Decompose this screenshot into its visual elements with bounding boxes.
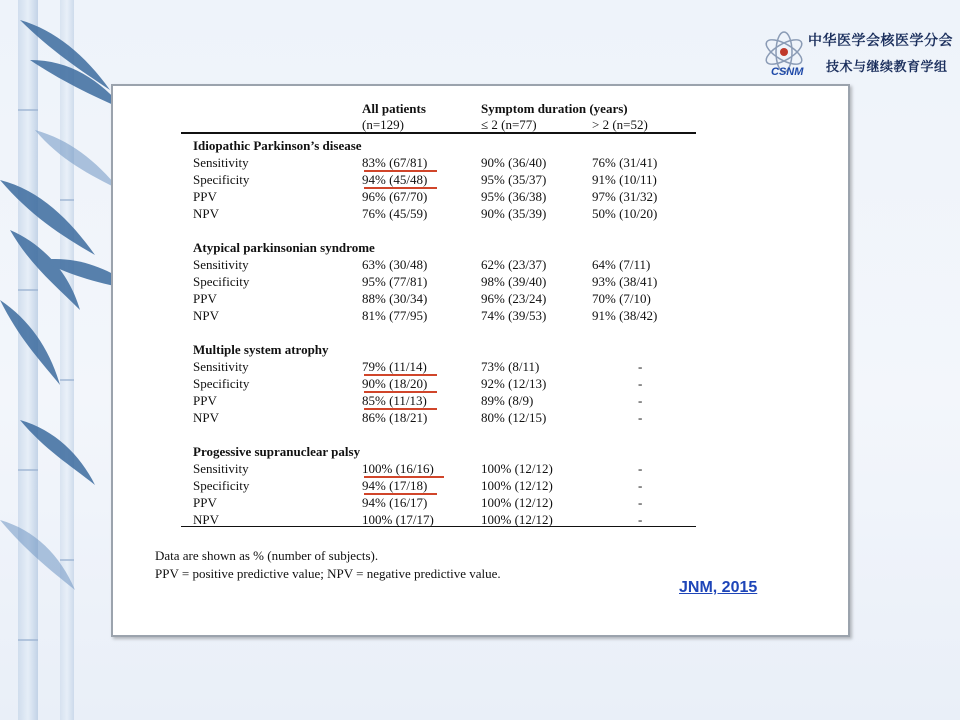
cell-le2: 80% (12/15)	[481, 410, 547, 425]
row-label: Sensitivity	[193, 359, 249, 374]
citation-link[interactable]: JNM, 2015	[679, 579, 758, 596]
col-all-header: All patients	[362, 101, 426, 116]
cell-all: 95% (77/81)	[362, 274, 428, 289]
cell-all: 79% (11/14)	[362, 359, 427, 374]
cell-gt2: -	[638, 478, 643, 493]
header-rule	[181, 132, 696, 134]
footnote: PPV = positive predictive value; NPV = negative predictive value.	[155, 566, 501, 581]
cell-le2: 89% (8/9)	[481, 393, 534, 408]
bottom-rule	[181, 526, 696, 527]
cell-gt2: 70% (7/10)	[592, 291, 651, 306]
cell-all: 86% (18/21)	[362, 410, 428, 425]
row-label: Sensitivity	[193, 155, 249, 170]
cell-all: 81% (77/95)	[362, 308, 428, 323]
csnm-mark: CSNM	[771, 66, 804, 78]
cell-all: 94% (16/17)	[362, 495, 428, 510]
row-label: PPV	[193, 291, 217, 306]
cell-all: 76% (45/59)	[362, 206, 428, 221]
cell-gt2: -	[638, 393, 643, 408]
cell-all: 90% (18/20)	[362, 376, 428, 391]
row-label: Specificity	[193, 478, 250, 493]
cell-le2: 100% (12/12)	[481, 495, 553, 510]
row-label: NPV	[193, 308, 220, 323]
row-label: Specificity	[193, 376, 250, 391]
row-label: Sensitivity	[193, 461, 249, 476]
cell-all: 94% (17/18)	[362, 478, 428, 493]
col-duration-header: Symptom duration (years)	[481, 101, 628, 116]
cell-le2: 100% (12/12)	[481, 512, 553, 527]
row-label: NPV	[193, 206, 220, 221]
cell-gt2: -	[638, 461, 643, 476]
cell-le2: 92% (12/13)	[481, 376, 547, 391]
cell-gt2: -	[638, 495, 643, 510]
cell-le2: 62% (23/37)	[481, 257, 547, 272]
cell-gt2: -	[638, 410, 643, 425]
col-all-sub: (n=129)	[362, 117, 404, 132]
cell-le2: 90% (35/39)	[481, 206, 547, 221]
cell-le2: 100% (12/12)	[481, 478, 553, 493]
cell-le2: 100% (12/12)	[481, 461, 553, 476]
col-le2-sub: ≤ 2 (n=77)	[481, 117, 537, 132]
society-name: 中华医学会核医学分会	[808, 33, 953, 49]
row-label: PPV	[193, 189, 217, 204]
cell-le2: 95% (36/38)	[481, 189, 547, 204]
row-label: NPV	[193, 410, 220, 425]
cell-all: 100% (17/17)	[362, 512, 434, 527]
row-label: NPV	[193, 512, 220, 527]
cell-all: 96% (67/70)	[362, 189, 428, 204]
row-label: PPV	[193, 495, 217, 510]
cell-all: 63% (30/48)	[362, 257, 428, 272]
cell-gt2: 64% (7/11)	[592, 257, 651, 272]
cell-le2: 74% (39/53)	[481, 308, 547, 323]
cell-le2: 90% (36/40)	[481, 155, 547, 170]
section-title: Progessive supranuclear palsy	[193, 444, 361, 459]
row-label: Specificity	[193, 274, 250, 289]
cell-gt2: 91% (10/11)	[592, 172, 657, 187]
cell-all: 94% (45/48)	[362, 172, 428, 187]
cell-le2: 73% (8/11)	[481, 359, 540, 374]
section-title: Atypical parkinsonian syndrome	[193, 240, 375, 255]
section-title: Idiopathic Parkinson’s disease	[193, 138, 362, 153]
cell-all: 83% (67/81)	[362, 155, 428, 170]
cell-gt2: -	[638, 376, 643, 391]
cell-gt2: 91% (38/42)	[592, 308, 658, 323]
row-label: Specificity	[193, 172, 250, 187]
cell-le2: 95% (35/37)	[481, 172, 547, 187]
row-label: Sensitivity	[193, 257, 249, 272]
cell-gt2: -	[638, 512, 643, 527]
cell-le2: 96% (23/24)	[481, 291, 547, 306]
cell-all: 100% (16/16)	[362, 461, 434, 476]
cell-gt2: 97% (31/32)	[592, 189, 658, 204]
cell-gt2: 93% (38/41)	[592, 274, 658, 289]
row-label: PPV	[193, 393, 217, 408]
cell-gt2: 50% (10/20)	[592, 206, 658, 221]
col-gt2-sub: > 2 (n=52)	[592, 117, 648, 132]
cell-all: 88% (30/34)	[362, 291, 428, 306]
society-subgroup: 技术与继续教育学组	[826, 60, 948, 75]
cell-gt2: -	[638, 359, 643, 374]
cell-gt2: 76% (31/41)	[592, 155, 658, 170]
cell-le2: 98% (39/40)	[481, 274, 547, 289]
footnote: Data are shown as % (number of subjects).	[155, 548, 379, 563]
section-title: Multiple system atrophy	[193, 342, 329, 357]
cell-all: 85% (11/13)	[362, 393, 427, 408]
